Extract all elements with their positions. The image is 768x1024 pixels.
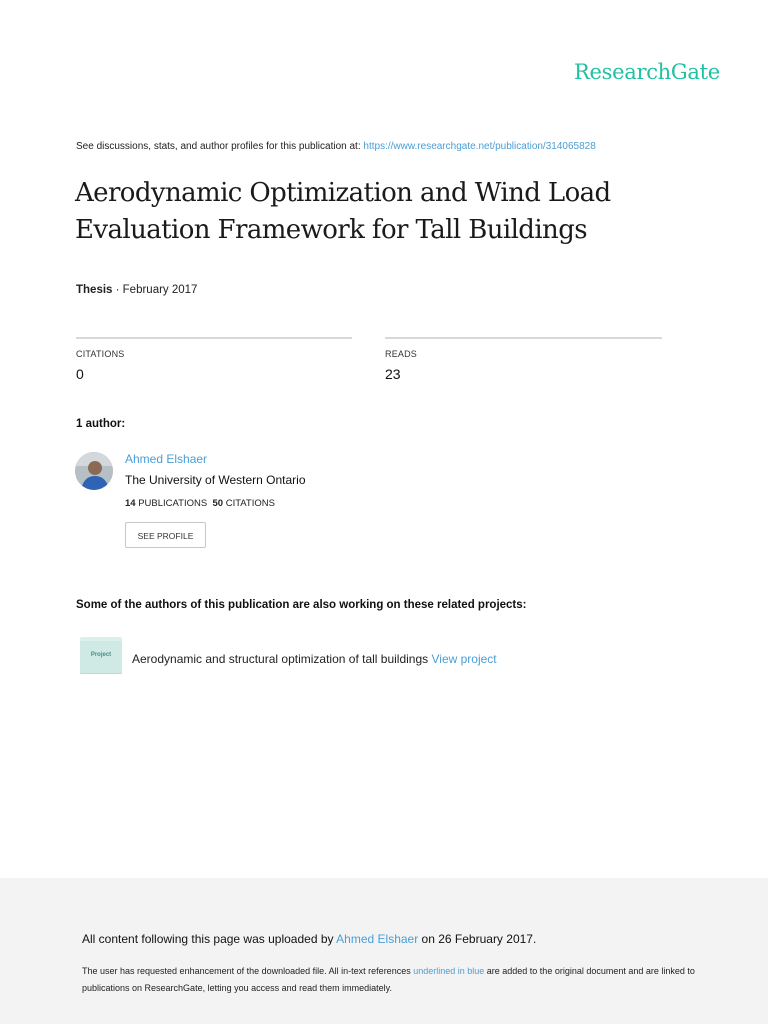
author-affiliation: The University of Western Ontario <box>125 473 306 487</box>
title-line-1: Aerodynamic Optimization and Wind Load <box>75 178 611 208</box>
discussion-prefix: See discussions, stats, and author profiles for this publication at: <box>76 141 364 152</box>
upload-suffix: on 26 February 2017. <box>418 932 537 946</box>
citations-label: CITATIONS <box>76 349 125 359</box>
discussion-line <box>76 141 596 152</box>
publication-url-link[interactable]: https://www.researchgate.net/publication/314065828 <box>363 141 596 152</box>
reads-label: READS <box>385 349 418 359</box>
upload-prefix: All content following this page was uploaded by <box>82 932 337 946</box>
underlined-in-blue-link[interactable]: underlined in blue <box>413 966 485 976</box>
author-name-link[interactable]: Ahmed Elshaer <box>125 452 208 466</box>
citations-divider <box>76 337 352 339</box>
related-projects-heading: Some of the authors of this publication are also working on these related projects: <box>76 599 527 611</box>
publication-type: Thesis <box>76 284 113 296</box>
title-line-2: Evaluation Framework for Tall Buildings <box>75 215 587 245</box>
notice-prefix: The user has requested enhancement of the downloaded file. All in-text references <box>82 966 414 976</box>
reads-value: 23 <box>385 366 401 382</box>
publication-meta <box>76 284 197 296</box>
publication-date: · February 2017 <box>112 284 198 296</box>
author-citations-label: CITATIONS <box>223 498 275 509</box>
enhancement-notice <box>82 963 702 997</box>
project-icon-label: Project <box>90 652 112 658</box>
researchgate-logo[interactable]: ResearchGate <box>574 60 720 84</box>
reads-divider <box>385 337 662 339</box>
author-avatar[interactable] <box>75 452 113 490</box>
project-item <box>132 652 497 666</box>
upload-notice <box>82 932 536 946</box>
project-folder-icon[interactable] <box>80 637 122 673</box>
see-profile-button[interactable]: SEE PROFILE <box>125 522 206 548</box>
project-title: Aerodynamic and structural optimization of tall buildings <box>132 652 429 666</box>
publication-title <box>75 175 715 249</box>
view-project-link[interactable]: View project <box>431 652 497 666</box>
uploader-link[interactable]: Ahmed Elshaer <box>336 932 419 946</box>
author-counts <box>125 498 275 509</box>
authors-heading: 1 author: <box>76 418 126 430</box>
citations-value: 0 <box>76 366 84 382</box>
notice-suffix: are added to the original document and are linked to publications on ResearchGate, letting you access and read them immediately. <box>82 966 695 993</box>
author-citations-count: 50 <box>212 498 224 509</box>
person-photo-icon <box>75 452 113 490</box>
footer-panel <box>0 878 768 1024</box>
author-publications-count: 14 <box>125 498 136 509</box>
author-publications-label: PUBLICATIONS <box>135 498 208 509</box>
